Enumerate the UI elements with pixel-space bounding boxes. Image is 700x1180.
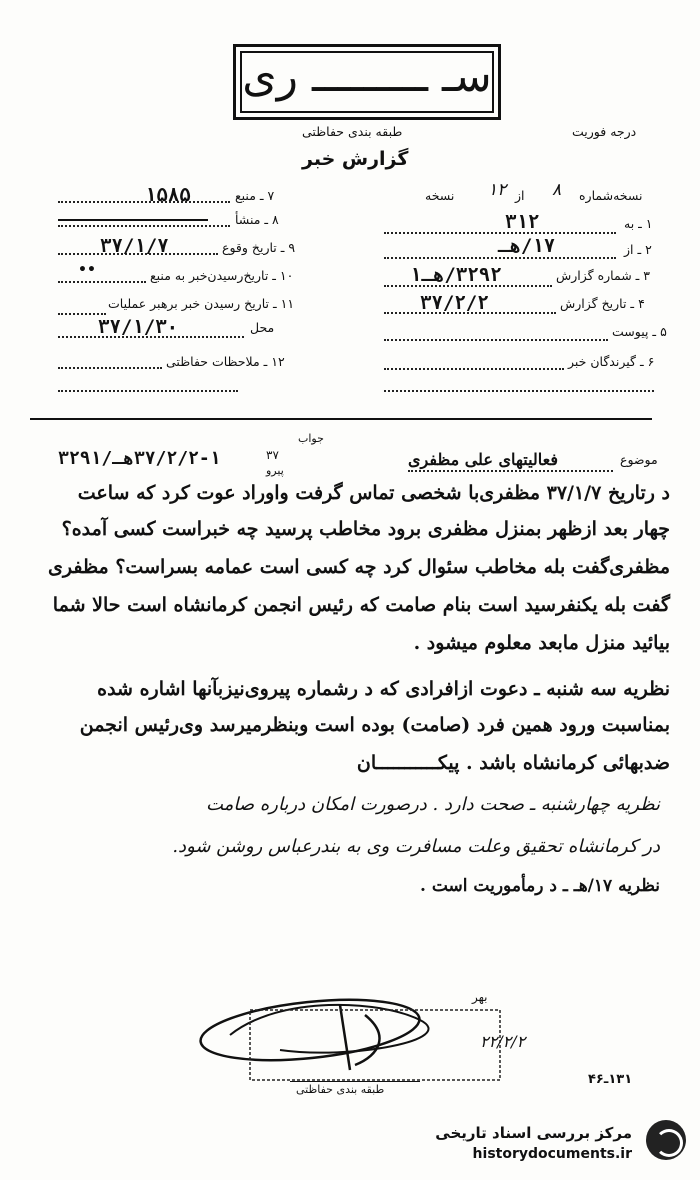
classification-label-top: طبقه بندی حفاظتی bbox=[302, 124, 403, 139]
body-line-8: ضدبهائی کرمانشاه باشد . پیکـــــــــــان bbox=[356, 752, 670, 774]
stamp-text: سـ ـــــــــ ری bbox=[242, 51, 492, 102]
archive-logo-icon bbox=[646, 1120, 686, 1160]
field-origin-label: ۸ ـ منشأ bbox=[235, 212, 279, 227]
field-attachment-label: ۵ ـ پیوست bbox=[612, 324, 667, 339]
priority-label: درجه فوریت bbox=[572, 124, 637, 139]
field-location-value: ۳۷/۱/۳۰ bbox=[98, 316, 179, 338]
field-recipients-label: ۶ ـ گیرندگان خبر bbox=[568, 354, 655, 369]
handwritten-line-2: در کرمانشاه تحقیق وعلت مسافرت وی به بندرعباس روشن شود. bbox=[172, 836, 660, 857]
subject-value: فعالیتهای علی مظفری bbox=[408, 450, 559, 469]
field-from-value: ۱۷/هـ bbox=[498, 235, 556, 257]
body-line-7: بمناسبت ورود همین فرد (صامت) بوده است وبنظرمیرسد وی‌رئیس انجمن bbox=[79, 714, 670, 736]
ref-note-mid: پیرو bbox=[266, 464, 284, 477]
field-report-number-label: ۳ ـ شماره گزارش bbox=[556, 268, 651, 283]
field-from-label: ۲ ـ از bbox=[624, 242, 652, 257]
handwritten-line-1: نظریه چهارشنبه ـ صحت دارد . درصورت امکان درباره صامت bbox=[206, 794, 660, 815]
footer-org-name: مرکز بررسی اسناد تاریخی bbox=[435, 1124, 632, 1142]
classification-stamp bbox=[233, 44, 501, 120]
body-line-1: د رتاریخ ۳۷/۱/۷ مظفری‌با شخصی تماس گرفت واوراد عوت کرد که ساعت bbox=[77, 482, 670, 504]
copy-number-label: نسخه‌شماره bbox=[579, 188, 643, 203]
reference-number: ۳۷/۲/۲-۱هـ/۳۲۹۱ bbox=[58, 448, 221, 469]
ref-note-fraction: ۳۷ bbox=[266, 448, 279, 462]
body-line-5: بیائید منزل مابعد معلوم میشود . bbox=[413, 632, 670, 654]
subject-label: موضوع bbox=[620, 452, 658, 467]
footer-site-url: historydocuments.ir bbox=[472, 1146, 632, 1162]
body-line-2: چهار بعد ازظهر بمنزل مظفری برود مخاطب پرسید چه خبراست کسی آمده؟ bbox=[61, 518, 670, 540]
ref-note-top: جواب bbox=[298, 432, 324, 445]
field-received-by-source-label: ۱۰ ـ تاریخ‌رسیدن‌خبر به منبع bbox=[150, 268, 294, 283]
copy-total-value: ۱۲ bbox=[488, 180, 507, 200]
body-line-3: مظفری‌گفت بله مخاطب سئوال کرد چه کسی است عمامه بسراست؟ مظفری bbox=[48, 556, 670, 578]
field-report-number-value: ۳۲۹۲/هـ۱ bbox=[410, 264, 502, 286]
field-occurrence-date-value: ۳۷/۱/۷ bbox=[100, 235, 169, 257]
copy-number-value: ۸ bbox=[552, 180, 562, 200]
field-occurrence-date-label: ۹ ـ تاریخ وقوع bbox=[222, 240, 296, 255]
field-received-by-source-value: •• bbox=[78, 262, 96, 278]
field-source-value: ۱۵۸۵ bbox=[145, 184, 191, 206]
body-line-6: نظریه سه شنبه ـ دعوت ازافرادی که د رشماره پیروی‌نیزبآنها اشاره شده bbox=[97, 678, 670, 700]
field-report-date-value: ۳۷/۲/۲ bbox=[420, 292, 489, 314]
field-source-label: ۷ ـ منبع bbox=[235, 188, 275, 203]
copy-label: نسخه bbox=[425, 188, 455, 203]
section-divider bbox=[30, 418, 652, 420]
field-to-value: ۳۱۲ bbox=[505, 211, 540, 233]
copy-of-label: از bbox=[515, 188, 525, 203]
signature-date: ۲۲/۲/۲ bbox=[480, 1032, 526, 1051]
field-received-by-ops-label: ۱۱ ـ تاریخ رسیدن خبر برهبر عملیات bbox=[108, 296, 295, 311]
field-report-date-label: ۴ ـ تاریخ گزارش bbox=[560, 296, 645, 311]
field-location-label: محل bbox=[250, 320, 275, 335]
signature-stamp-text: بهر bbox=[472, 990, 488, 1004]
form-code: ۱۳۱ـ۴۶ bbox=[588, 1072, 633, 1087]
form-title: گزارش خبر bbox=[302, 148, 409, 170]
classification-label-bottom: طبقه بندی حفاظتی bbox=[296, 1083, 385, 1096]
final-remark: نظریه ۱۷/هـ ـ د رمأموریت است . bbox=[420, 876, 660, 896]
field-to-label: ۱ ـ به bbox=[624, 216, 653, 231]
body-line-4: گفت بله یکنفرسید است بنام صامت که رئیس انجمن کرمانشاه است حالا شما bbox=[52, 594, 670, 616]
field-security-notes-label: ۱۲ ـ ملاحظات حفاظتی bbox=[166, 354, 285, 369]
